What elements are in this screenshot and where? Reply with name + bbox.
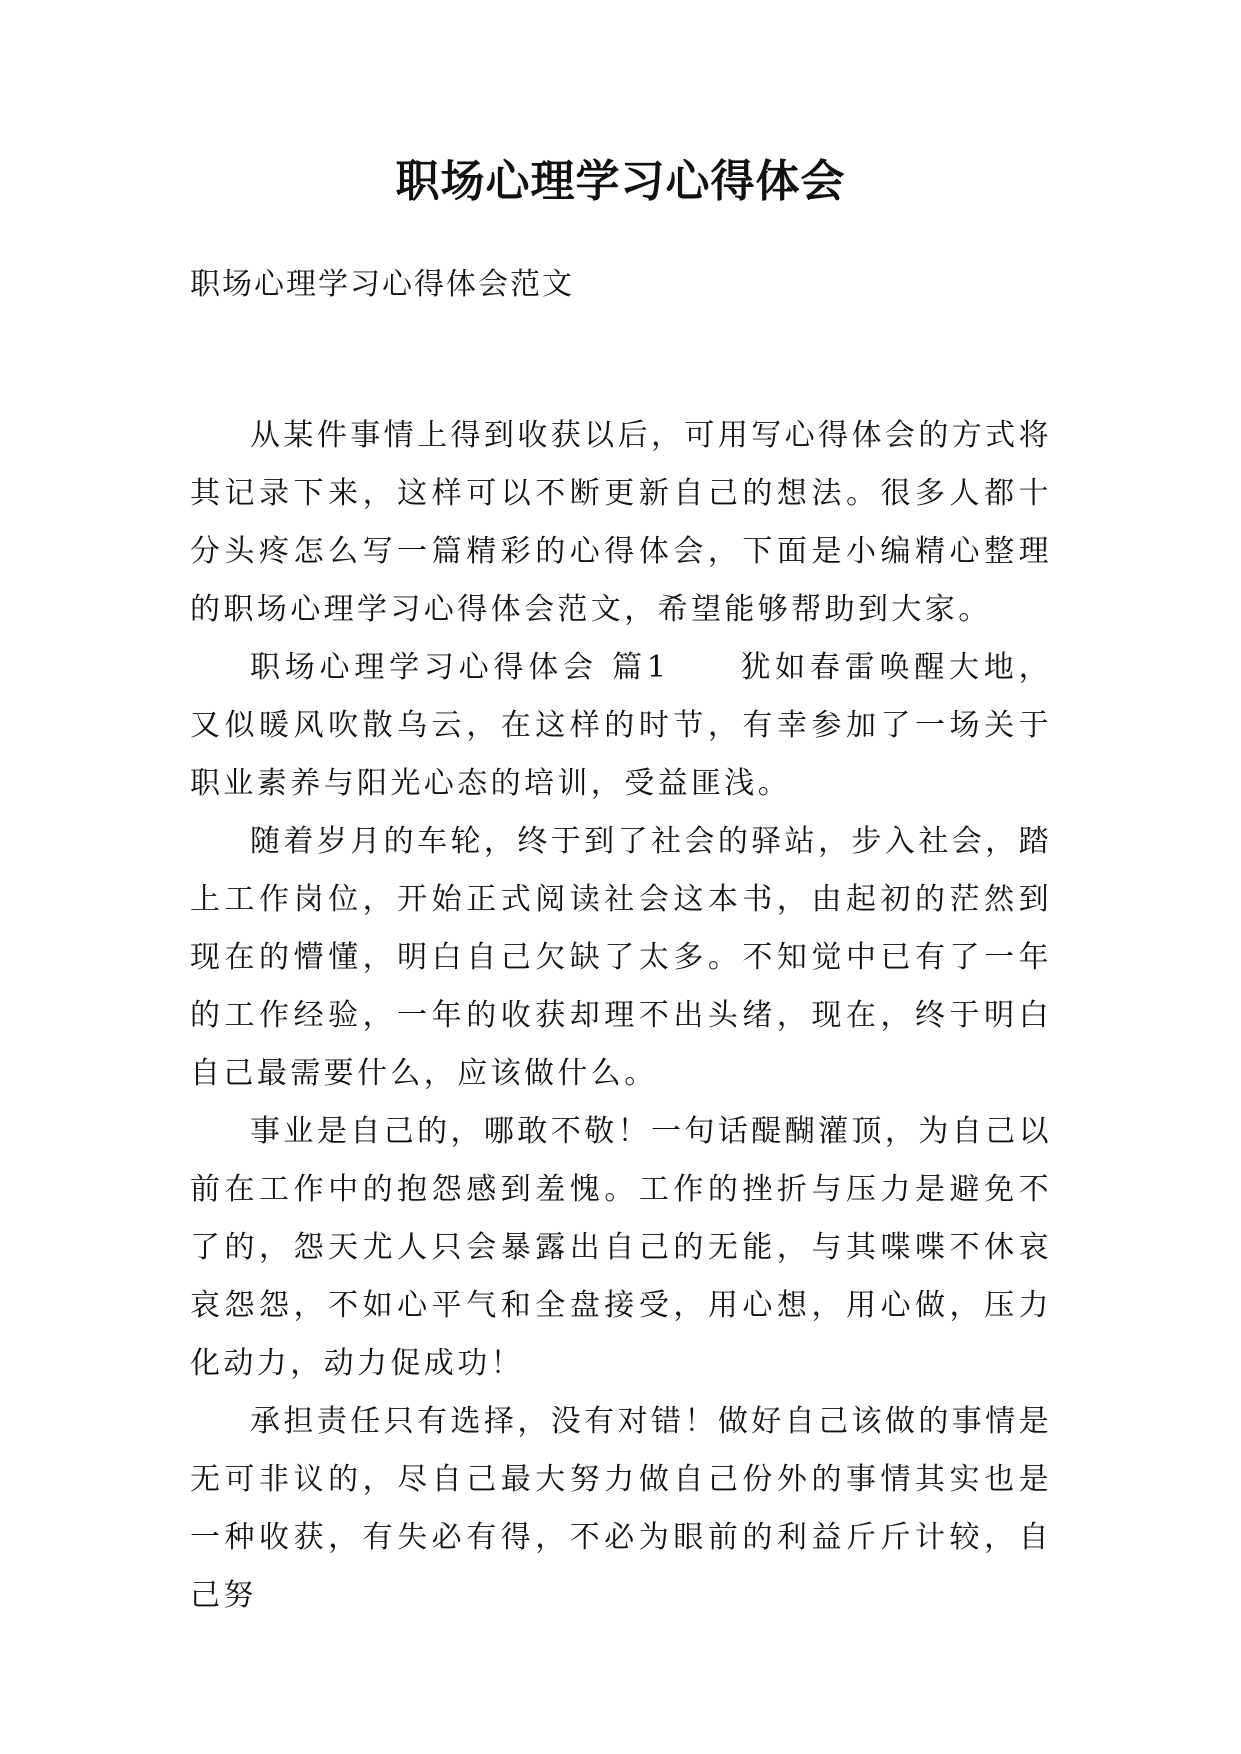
document-body — [190, 407, 1052, 1625]
paragraph-section-1: 职场心理学习心得体会 篇1 犹如春雷唤醒大地，又似暖风吹散乌云，在这样的时节，有幸参加了一场关于职业素养与阳光心态的培训，受益匪浅。 — [190, 650, 1052, 801]
document-title: 职场心理学习心得体会 — [395, 156, 846, 207]
document-subtitle: 职场心理学习心得体会范文 — [190, 267, 574, 302]
paragraph-responsibility: 承担责任只有选择，没有对错！做好自己该做的事情是无可非议的，尽自己最大努力做自己份外的事情其实也是一种收获，有失必有得，不必为眼前的利益斤斤计较，自己努 — [190, 1404, 1052, 1613]
paragraph-intro: 从某件事情上得到收获以后，可用写心得体会的方式将其记录下来，这样可以不断更新自己的想法。很多人都十分头疼怎么写一篇精彩的心得体会，下面是小编精心整理的职场心理学习心得体会范文，希望能够帮助到大家。 — [190, 418, 1052, 627]
paragraph-experience: 随着岁月的车轮，终于到了社会的驿站，步入社会，踏上工作岗位，开始正式阅读社会这本书，由起初的茫然到现在的懵懂，明白自己欠缺了太多。不知觉中已有了一年的工作经验，一年的收获却理不出头绪，现在，终于明白自己最需要什么，应该做什么。 — [190, 824, 1052, 1091]
paragraph-career: 事业是自己的，哪敢不敬！一句话醍醐灌顶，为自己以前在工作中的抱怨感到羞愧。工作的挫折与压力是避免不了的，怨天尤人只会暴露出自己的无能，与其喋喋不休哀哀怨怨，不如心平气和全盘接受，用心想，用心做，压力化动力，动力促成功！ — [190, 1114, 1052, 1381]
